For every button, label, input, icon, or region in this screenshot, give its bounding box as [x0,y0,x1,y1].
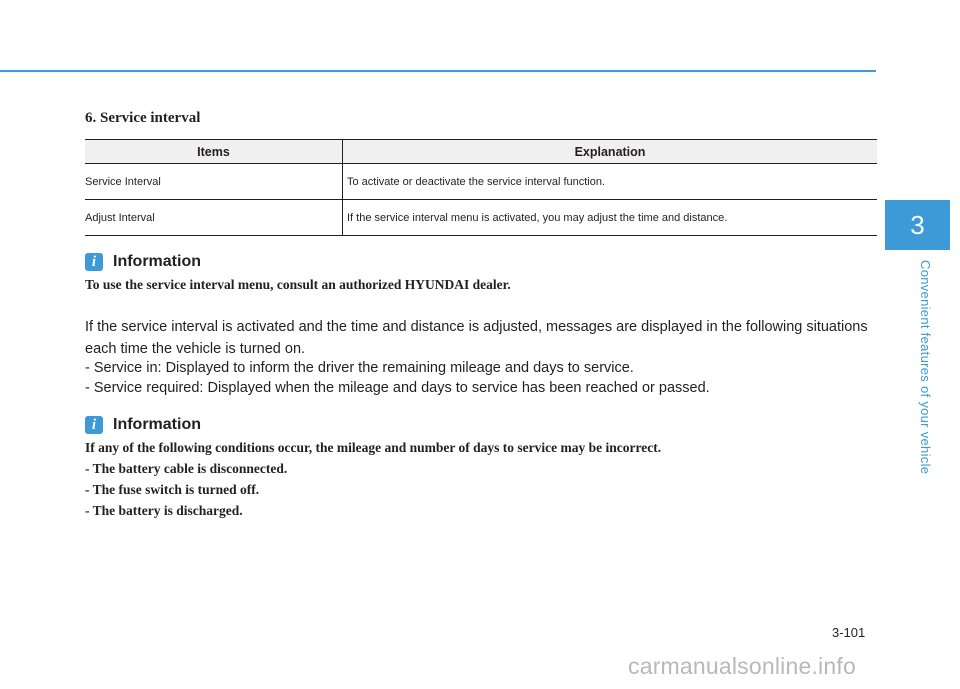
page-number: 3-101 [832,625,866,640]
row-explanation-service-interval: To activate or deactivate the service interval function. [343,164,878,200]
row-item-adjust-interval: Adjust Interval [85,200,343,236]
watermark: carmanualsonline.info [628,653,856,679]
information-heading [85,416,201,434]
column-header-items: Items [85,140,343,164]
bullet-service-in: - Service in: Displayed to inform the driver the remaining mileage and days to service. [85,360,634,376]
chapter-title: Convenient features of your vehicle [918,260,933,475]
row-item-service-interval: Service Interval [85,164,343,200]
bullet-service-required: - Service required: Displayed when the mileage and days to service has been reached or passed. [85,380,710,396]
row-explanation-adjust-interval: If the service interval menu is activated, you may adjust the time and distance. [343,200,878,236]
table-row [85,164,877,200]
table-row [85,200,877,236]
top-rule [0,70,876,72]
chapter-tab: 3 [885,200,950,250]
info-icon: i [85,416,103,434]
information-label: Information [113,253,201,270]
information-note-dealer: To use the service interval menu, consult an authorized HYUNDAI dealer. [85,277,511,292]
section-title: 6. Service interval [85,110,201,126]
info-icon: i [85,253,103,271]
condition-battery-discharged: - The battery is discharged. [85,503,243,518]
condition-battery-cable: - The battery cable is disconnected. [85,461,288,476]
information-label: Information [113,416,201,433]
column-header-explanation: Explanation [343,140,878,164]
service-interval-table [85,139,877,236]
information-heading [85,253,201,271]
table-header-row [85,140,877,164]
service-paragraph: If the service interval is activated and the time and distance is adjusted, messages are displayed in the following situations each time the vehicle is turned on. [85,319,868,357]
information-conditions: If any of the following conditions occur, the mileage and number of days to service may be incorrect. [85,440,662,455]
condition-fuse-switch: - The fuse switch is turned off. [85,482,260,497]
